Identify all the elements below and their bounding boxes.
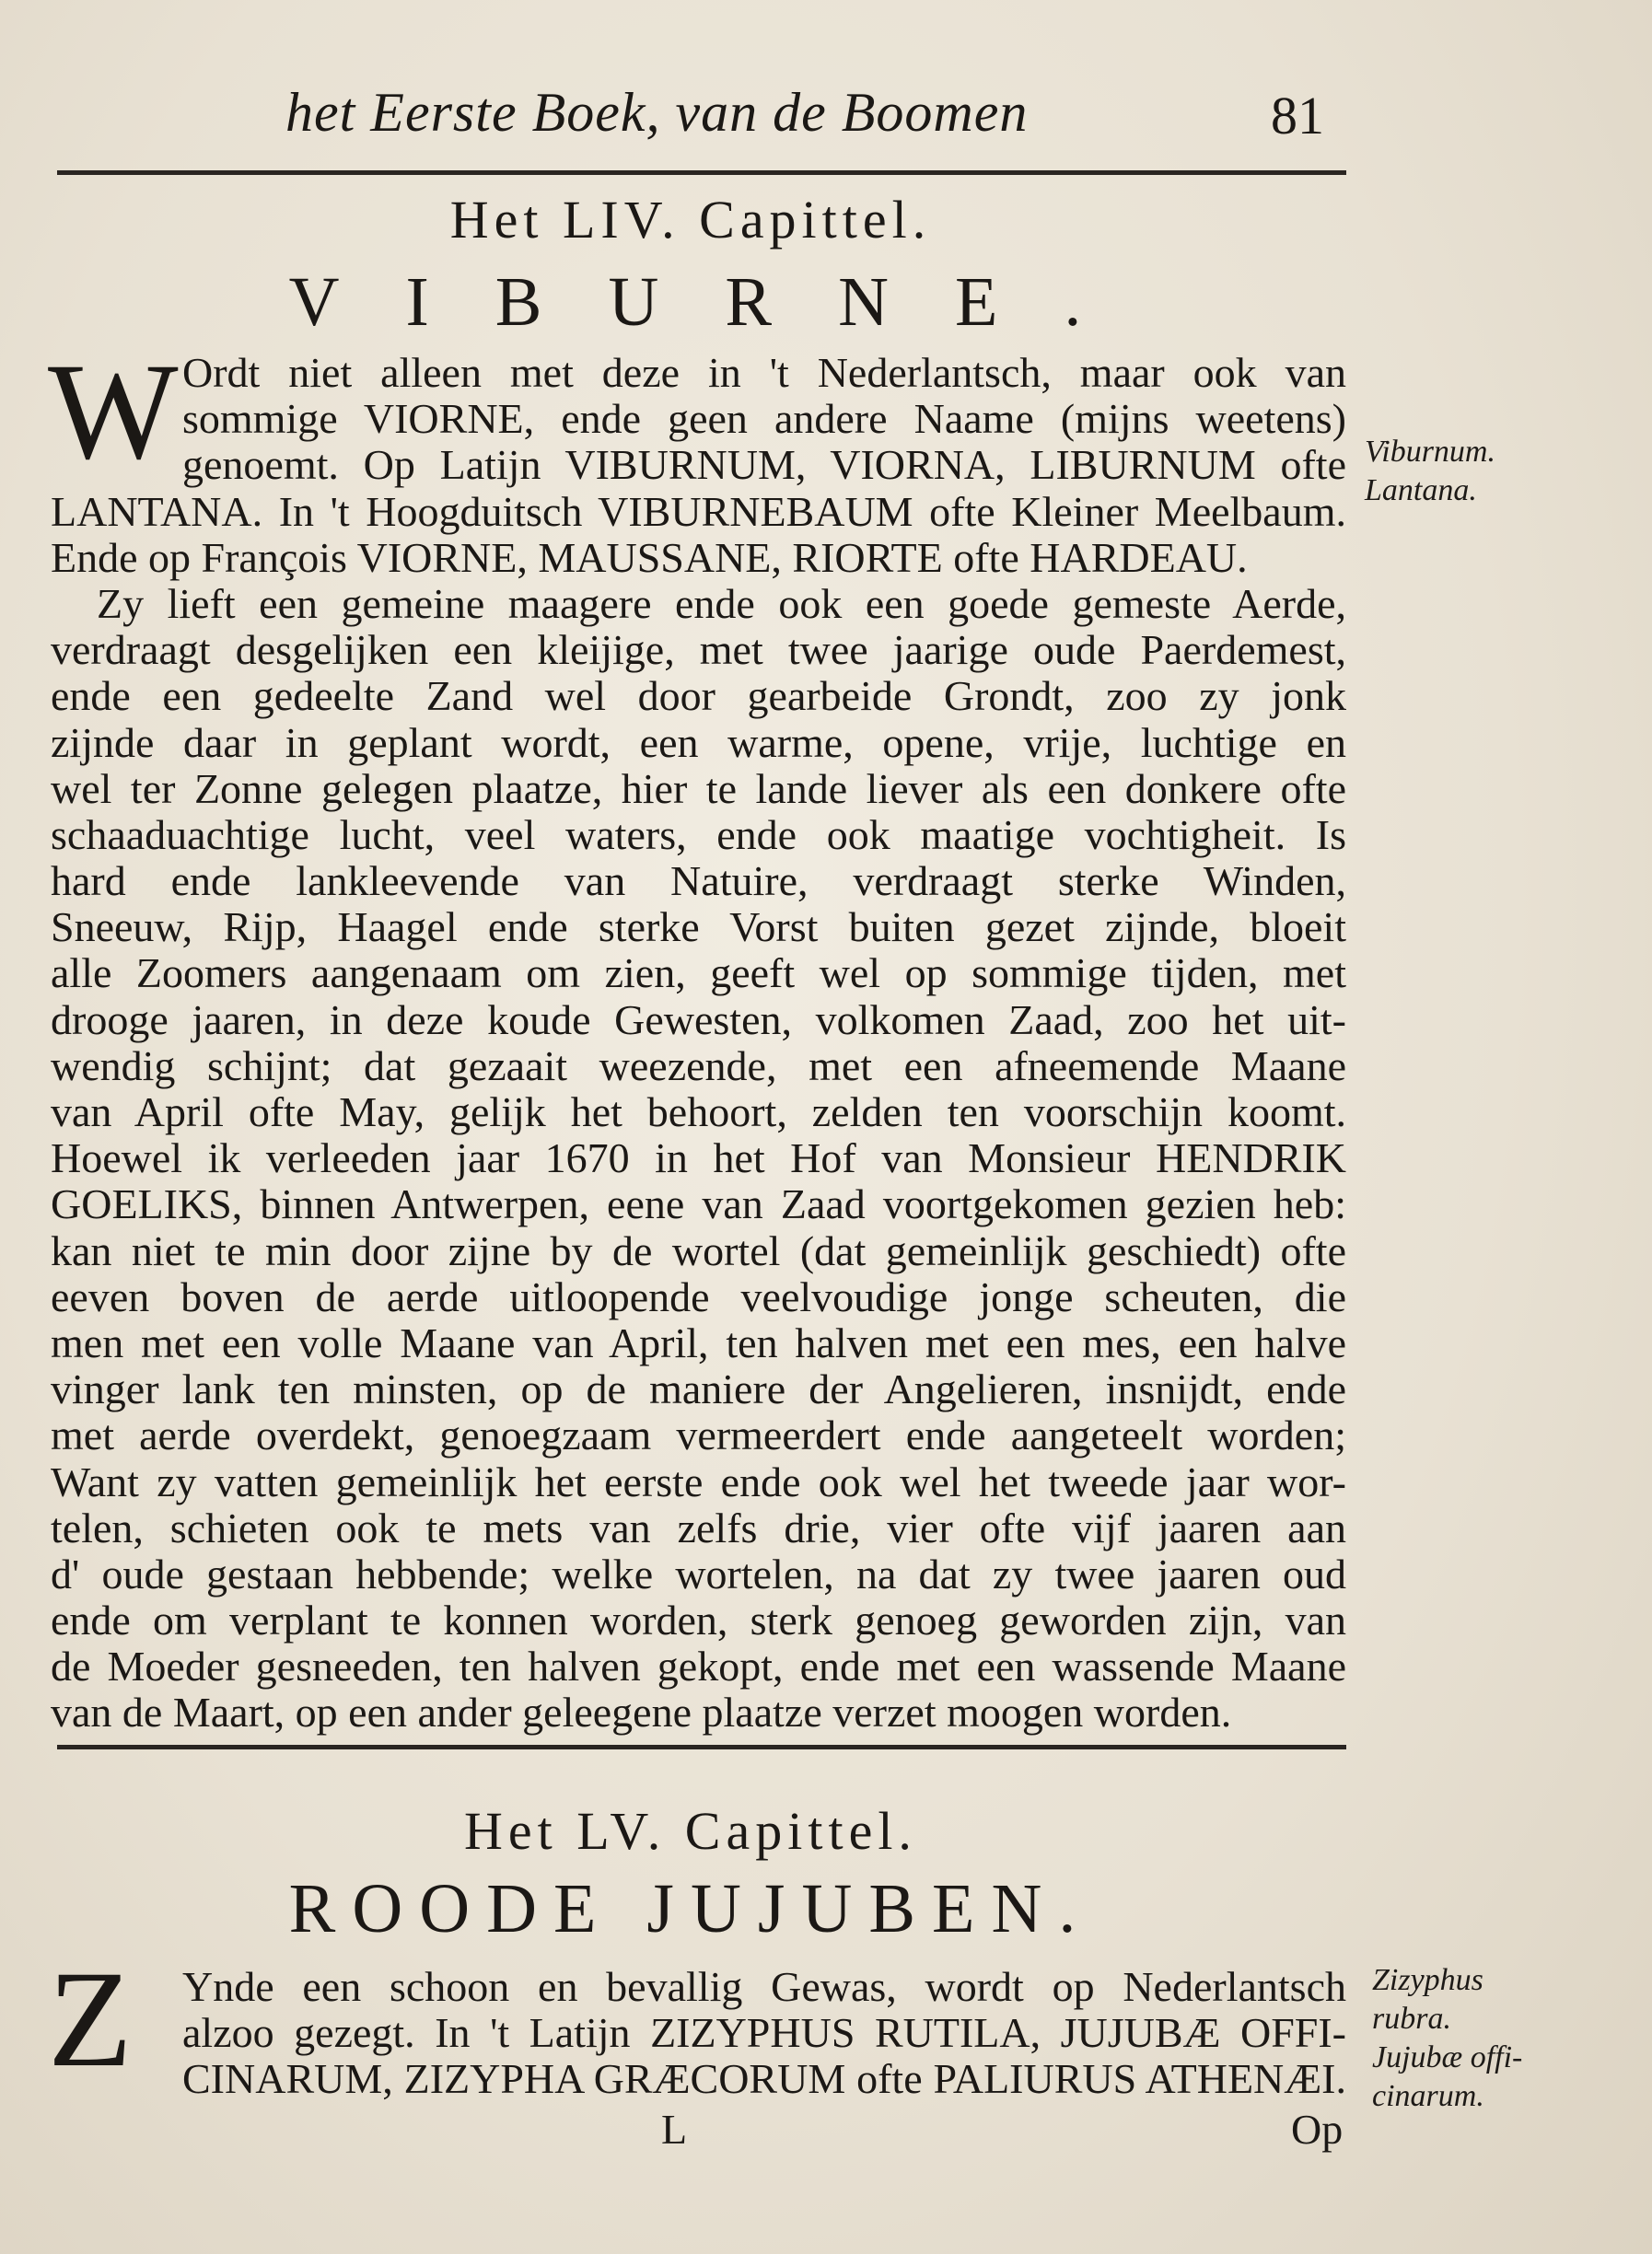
text-line: telen, schieten ook te mets van zelfs drie, vier ofte vijf jaaren aan (51, 1504, 1346, 1551)
text-line: men met een volle Maane van April, ten halven met een mes, een halve (51, 1319, 1346, 1366)
text-line: wel ter Zonne gelegen plaatze, hier te lande liever als een donkere ofte (51, 764, 1346, 812)
text-line: Ordt niet alleen met deze in 't Nederlantsch, maar ook van (182, 349, 1346, 396)
text-line: ende om verplant te konnen worden, sterk genoeg geworden zijn, van (51, 1597, 1346, 1644)
chapter-heading-liv: Het LIV. Capittel. (449, 190, 932, 250)
running-head: het Eerste Boek, van de Boomen (285, 82, 1029, 143)
margin-note-viburnum (1365, 433, 1495, 510)
text-line: ende een gedeelte Zand wel door gearbeide Grondt, zoo zy jonk (51, 672, 1346, 720)
margin-note-line: Lantana. (1365, 473, 1477, 507)
drop-cap-z: Z (48, 1943, 133, 2096)
margin-note-line: Zizyphus (1372, 1963, 1483, 1997)
text-line: zijnde daar in geplant wordt, een warme, opene, vrije, luchtige en (51, 718, 1346, 766)
chapter-heading-lv: Het LV. Capittel. (464, 1801, 917, 1861)
margin-note-line: Jujubæ offi- (1372, 2040, 1523, 2074)
text-line: alle Zoomers aangenaam om zien, geeft wel op sommige tijden, met (51, 949, 1346, 997)
text-line: GOELIKS, binnen Antwerpen, eene van Zaad voortgekomen gezien heb: (51, 1180, 1346, 1228)
text-line: Ende op François VIORNE, MAUSSANE, RIORTE ofte HARDEAU. (51, 533, 1248, 581)
text-line: Zy lieft een gemeine maagere ende ook een goede gemeste Aerde, (97, 579, 1346, 627)
text-line: Sneeuw, Rijp, Haagel ende sterke Vorst buiten gezet zijnde, bloeit (51, 903, 1346, 951)
text-line: CINARUM, ZIZYPHA GRÆCORUM ofte PALIURUS ATHENÆI. (182, 2055, 1346, 2103)
text-line: genoemt. Op Latijn VIBURNUM, VIORNA, LIBURNUM ofte (182, 441, 1346, 489)
text-line: wendig schijnt; dat gezaait weezende, met een afneemende Maane (51, 1041, 1346, 1089)
text-line: verdraagt desgelijken een kleijige, met twee jaarige oude Paerdemest, (51, 626, 1346, 674)
drop-cap-w: W (48, 335, 179, 488)
text-line: kan niet te min door zijne by de wortel (dat gemeinlijk geschiedt) ofte (51, 1226, 1346, 1274)
signature-mark: L (661, 2106, 688, 2153)
text-line: Ynde een schoon en bevallig Gewas, wordt op Nederlantsch (182, 1963, 1346, 2010)
text-line: d' oude gestaan hebbende; welke wortelen, na dat zy twee jaaren oud (51, 1550, 1346, 1598)
margin-note-line: rubra. (1372, 2002, 1451, 2036)
text-line: alzoo gezegt. In 't Latijn ZIZYPHUS RUTILA, JUJUBÆ OFFI- (182, 2009, 1346, 2057)
margin-note-line: cinarum. (1372, 2079, 1484, 2113)
catchword: Op (1291, 2106, 1344, 2153)
plant-title-roode-jujuben: ROODE JUJUBEN. (288, 1870, 1093, 1947)
text-line: Want zy vatten gemeinlijk het eerste ende ook wel het tweede jaar wor- (51, 1458, 1346, 1505)
page-number: 81 (1271, 86, 1324, 145)
text-line: drooge jaaren, in deze koude Gewesten, volkomen Zaad, zoo het uit- (51, 995, 1346, 1043)
text-line: met aerde overdekt, genoegzaam vermeerdert ende aangeteelt worden; (51, 1412, 1346, 1459)
chapter-lv-text (51, 1964, 1346, 2103)
text-line: vinger lank ten minsten, op de maniere der Angelieren, insnijdt, ende (51, 1365, 1346, 1413)
text-line: hard ende lankleevende van Natuire, verdraagt sterke Winden, (51, 857, 1346, 905)
text-line: LANTANA. In 't Hoogduitsch VIBURNEBAUM ofte Kleiner Meelbaum. (51, 487, 1346, 535)
text-line: van April ofte May, gelijk het behoort, zelden ten voorschijn koomt. (51, 1088, 1346, 1135)
plant-title-viburne: VIBURNE. (288, 263, 1148, 341)
margin-note-zizyphus (1372, 1961, 1522, 2116)
text-line: van de Maart, op een ander geleegene plaatze verzet moogen worden. (51, 1689, 1232, 1737)
chapter-liv-text (51, 350, 1346, 1737)
margin-note-line: Viburnum. (1365, 435, 1495, 469)
text-line: de Moeder gesneeden, ten halven gekopt, ende met een wassende Maane (51, 1643, 1346, 1690)
text-line: sommige VIORNE, ende geen andere Naame (mijns weetens) (182, 395, 1346, 443)
text-line: schaaduachtige lucht, veel waters, ende ook maatige vochtigheit. Is (51, 810, 1346, 858)
text-line: Hoewel ik verleeden jaar 1670 in het Hof van Monsieur HENDRIK (51, 1134, 1346, 1182)
text-line: eeven boven de aerde uitloopende veelvoudige jonge scheuten, die (51, 1272, 1346, 1320)
header-rule (57, 170, 1346, 175)
section-rule (57, 1745, 1346, 1749)
